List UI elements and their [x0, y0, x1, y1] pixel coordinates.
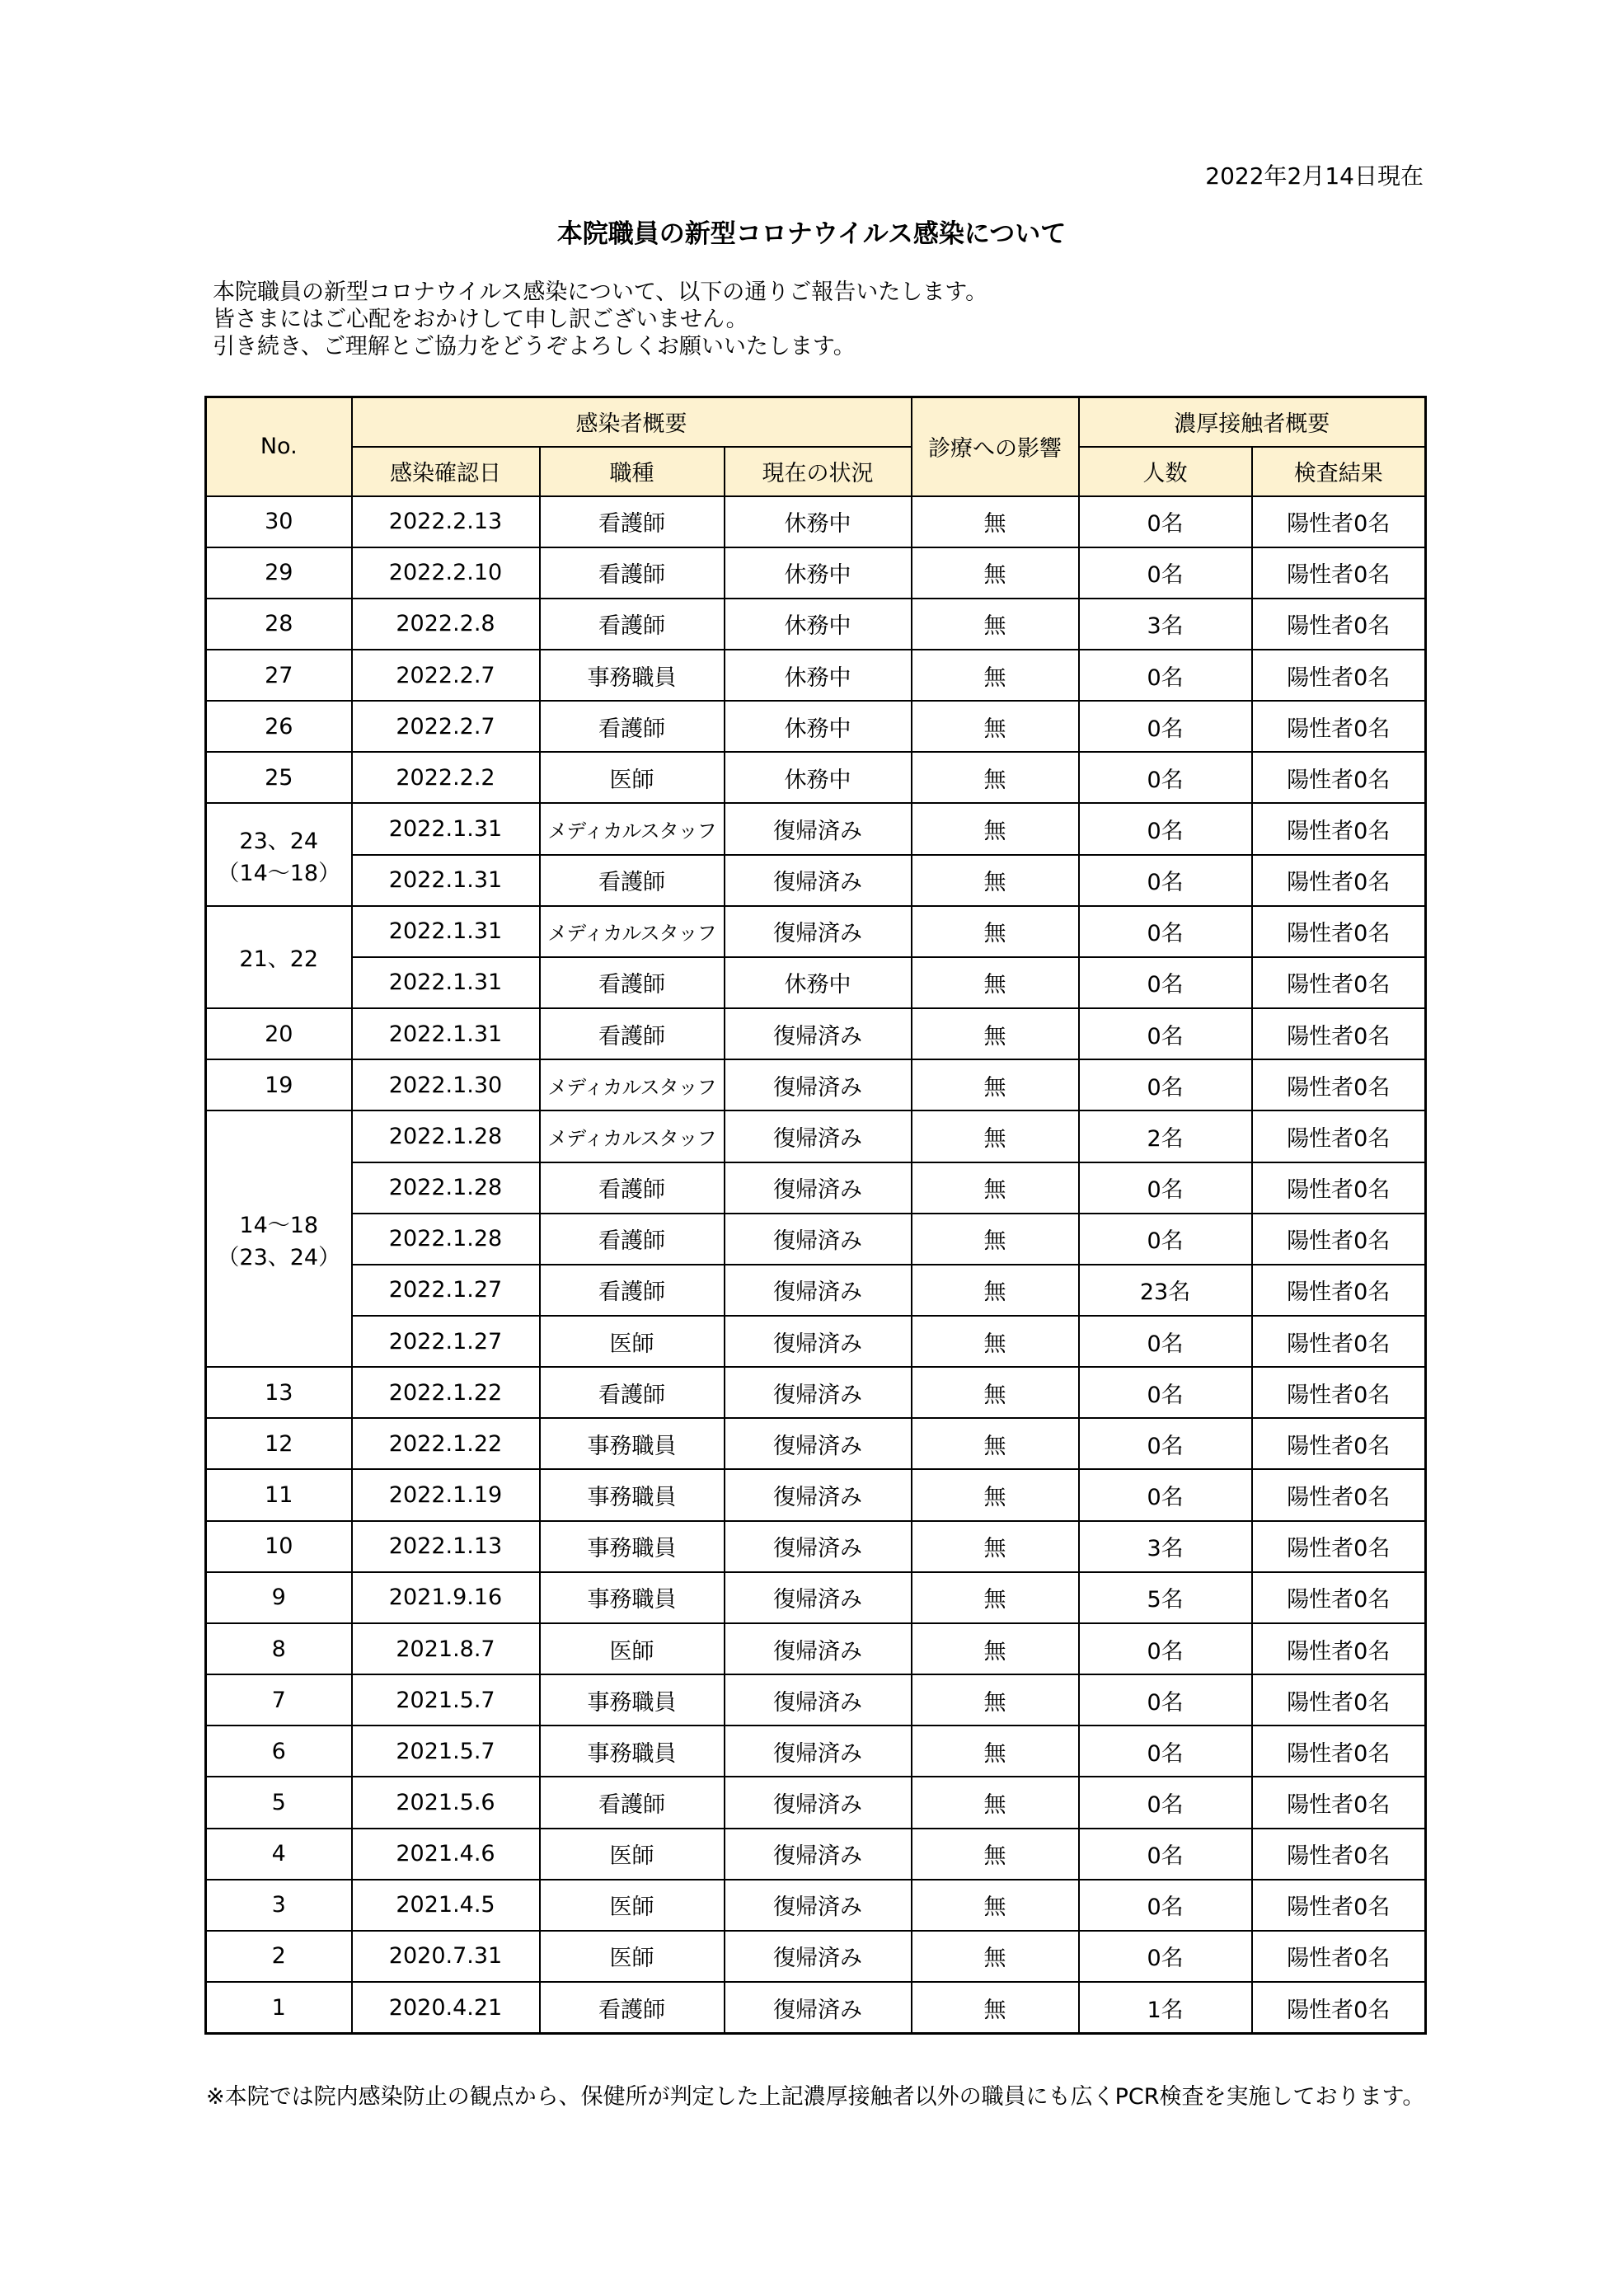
table-row: [206, 1265, 1426, 1316]
cell-result: 陽性者0名: [1252, 1059, 1426, 1110]
cell-no: [206, 1008, 352, 1059]
cell-no-text: 1: [271, 1994, 286, 2021]
cell-date: 2021.5.7: [352, 1674, 540, 1726]
table-row: [206, 1469, 1426, 1520]
report-date: 2022年2月14日現在: [1205, 162, 1424, 190]
cell-job: 看護師: [540, 496, 725, 547]
cell-no-text: 5: [271, 1789, 286, 1815]
cell-people: 0名: [1079, 1367, 1252, 1418]
table-row: [206, 1316, 1426, 1367]
cell-date: 2022.1.31: [352, 1008, 540, 1059]
cell-no-text: 3: [271, 1892, 286, 1918]
cell-job: 医師: [540, 752, 725, 803]
cell-people: 1名: [1079, 1982, 1252, 2033]
cell-status: 復帰済み: [725, 803, 912, 854]
cell-status: 休務中: [725, 599, 912, 650]
cell-date: 2022.2.10: [352, 547, 540, 599]
cell-impact: 無: [912, 1008, 1079, 1059]
cell-impact: 無: [912, 1726, 1079, 1777]
cell-job: 看護師: [540, 1008, 725, 1059]
cell-job: 看護師: [540, 1367, 725, 1418]
cell-result: 陽性者0名: [1252, 1110, 1426, 1162]
cell-date: 2022.1.27: [352, 1265, 540, 1316]
cell-no-text: 12: [265, 1430, 293, 1457]
cell-people: 0名: [1079, 957, 1252, 1008]
cell-people: 0名: [1079, 1880, 1252, 1931]
cell-result: 陽性者0名: [1252, 599, 1426, 650]
cell-people: 0名: [1079, 1829, 1252, 1880]
cell-impact: 無: [912, 752, 1079, 803]
cell-impact: 無: [912, 496, 1079, 547]
cell-status: 復帰済み: [725, 1418, 912, 1469]
cell-people: 0名: [1079, 1162, 1252, 1214]
cell-date: 2022.2.7: [352, 701, 540, 752]
cell-impact: 無: [912, 1367, 1079, 1418]
cell-impact: 無: [912, 906, 1079, 957]
cell-no-text: 26: [265, 713, 293, 740]
cell-impact: 無: [912, 1265, 1079, 1316]
cell-date: 2022.1.31: [352, 855, 540, 906]
table-row: [206, 547, 1426, 599]
table-row: [206, 1110, 1426, 1162]
cell-job: 事務職員: [540, 650, 725, 701]
cell-job: 事務職員: [540, 1418, 725, 1469]
cell-date: 2022.1.22: [352, 1367, 540, 1418]
cell-no: [206, 650, 352, 701]
table-row: [206, 1880, 1426, 1931]
cell-no-sub: （23、24）: [217, 1244, 341, 1270]
cell-no-text: 13: [265, 1379, 293, 1406]
cell-job: 医師: [540, 1623, 725, 1674]
cell-impact: 無: [912, 1777, 1079, 1828]
cell-no: [206, 1469, 352, 1520]
cell-job: 事務職員: [540, 1726, 725, 1777]
cell-result: 陽性者0名: [1252, 1214, 1426, 1265]
table-row: [206, 1521, 1426, 1572]
cell-people: 0名: [1079, 1623, 1252, 1674]
intro-line: 皆さまにはご心配をおかけして申し訳ございません。: [213, 307, 748, 332]
cell-job: 看護師: [540, 855, 725, 906]
cell-no-text: 8: [271, 1636, 286, 1662]
cell-no-text: 11: [265, 1482, 293, 1509]
cell-people: 0名: [1079, 1931, 1252, 1982]
cell-no: [206, 1110, 352, 1367]
cell-result: 陽性者0名: [1252, 752, 1426, 803]
cell-people: 0名: [1079, 1316, 1252, 1367]
cell-date: 2022.1.13: [352, 1521, 540, 1572]
cell-date: 2021.9.16: [352, 1572, 540, 1623]
table-row: [206, 496, 1426, 547]
cell-status: 復帰済み: [725, 1059, 912, 1110]
cell-job: メディカルスタッフ: [540, 1059, 725, 1110]
cell-impact: 無: [912, 1982, 1079, 2033]
cell-date: 2021.4.5: [352, 1880, 540, 1931]
cell-status: 復帰済み: [725, 1777, 912, 1828]
cell-result: 陽性者0名: [1252, 1265, 1426, 1316]
cell-people: 0名: [1079, 752, 1252, 803]
cell-people: 0名: [1079, 1008, 1252, 1059]
cell-result: 陽性者0名: [1252, 1931, 1426, 1982]
cell-job: 事務職員: [540, 1674, 725, 1726]
cell-date: 2022.1.31: [352, 803, 540, 854]
cell-result: 陽性者0名: [1252, 1469, 1426, 1520]
cell-no: [206, 1931, 352, 1982]
cell-no-text: 29: [265, 560, 293, 586]
cell-status: 復帰済み: [725, 1982, 912, 2033]
cell-no: [206, 1982, 352, 2033]
cell-result: 陽性者0名: [1252, 1162, 1426, 1214]
cell-job: 看護師: [540, 1982, 725, 2033]
cell-people: 0名: [1079, 1777, 1252, 1828]
cell-job: メディカルスタッフ: [540, 803, 725, 854]
table-row: [206, 1418, 1426, 1469]
table-row: [206, 1982, 1426, 2033]
cell-impact: 無: [912, 650, 1079, 701]
cell-people: 0名: [1079, 1469, 1252, 1520]
cell-result: 陽性者0名: [1252, 906, 1426, 957]
cell-impact: 無: [912, 1572, 1079, 1623]
cell-no: [206, 701, 352, 752]
cell-status: 復帰済み: [725, 1623, 912, 1674]
cell-impact: 無: [912, 1162, 1079, 1214]
cell-impact: 無: [912, 1469, 1079, 1520]
table-row: [206, 1572, 1426, 1623]
cell-date: 2022.2.8: [352, 599, 540, 650]
cell-job: 看護師: [540, 1214, 725, 1265]
cell-no-text: 30: [265, 509, 293, 535]
cell-status: 復帰済み: [725, 1521, 912, 1572]
cell-date: 2022.1.22: [352, 1418, 540, 1469]
cell-date: 2021.8.7: [352, 1623, 540, 1674]
header-result: 検査結果: [1252, 447, 1426, 496]
cell-no-text: 23、24: [239, 828, 319, 854]
cell-result: 陽性者0名: [1252, 803, 1426, 854]
table-body: [206, 496, 1426, 2034]
cell-no-text: 4: [271, 1841, 286, 1867]
cell-impact: 無: [912, 701, 1079, 752]
cell-people: 0名: [1079, 855, 1252, 906]
cell-no-text: 10: [265, 1533, 293, 1560]
table-row: [206, 803, 1426, 854]
cell-date: 2022.1.28: [352, 1214, 540, 1265]
cell-result: 陽性者0名: [1252, 1880, 1426, 1931]
cell-people: 0名: [1079, 1059, 1252, 1110]
cell-job: 看護師: [540, 1777, 725, 1828]
table-row: [206, 1931, 1426, 1982]
cell-no-text: 2: [271, 1943, 286, 1970]
cell-status: 復帰済み: [725, 1829, 912, 1880]
cell-result: 陽性者0名: [1252, 855, 1426, 906]
cell-no-text: 20: [265, 1021, 293, 1047]
cell-impact: 無: [912, 1674, 1079, 1726]
cell-result: 陽性者0名: [1252, 1982, 1426, 2033]
cell-status: 復帰済み: [725, 1265, 912, 1316]
cell-impact: 無: [912, 1214, 1079, 1265]
table-row: [206, 1008, 1426, 1059]
table-row: [206, 752, 1426, 803]
cell-date: 2020.7.31: [352, 1931, 540, 1982]
cell-impact: 無: [912, 855, 1079, 906]
table-row: [206, 599, 1426, 650]
header-job: 職種: [540, 447, 725, 496]
cell-people: 2名: [1079, 1110, 1252, 1162]
cell-impact: 無: [912, 803, 1079, 854]
cell-no: [206, 496, 352, 547]
cell-job: メディカルスタッフ: [540, 906, 725, 957]
cell-result: 陽性者0名: [1252, 1674, 1426, 1726]
cell-impact: 無: [912, 1059, 1079, 1110]
cell-people: 3名: [1079, 1521, 1252, 1572]
cell-no-text: 25: [265, 764, 293, 791]
cell-status: 復帰済み: [725, 1162, 912, 1214]
cell-impact: 無: [912, 1418, 1079, 1469]
cell-people: 0名: [1079, 650, 1252, 701]
cell-job: 医師: [540, 1829, 725, 1880]
cell-date: 2022.1.30: [352, 1059, 540, 1110]
cell-people: 5名: [1079, 1572, 1252, 1623]
cell-people: 0名: [1079, 1726, 1252, 1777]
cell-job: 看護師: [540, 1162, 725, 1214]
header-contact: 濃厚接触者概要: [1079, 397, 1426, 447]
table-row: [206, 1674, 1426, 1726]
cell-no: [206, 906, 352, 1008]
cell-no: [206, 1059, 352, 1110]
cell-result: 陽性者0名: [1252, 1316, 1426, 1367]
cell-people: 0名: [1079, 496, 1252, 547]
cell-date: 2022.1.28: [352, 1162, 540, 1214]
cell-no-text: 7: [271, 1687, 286, 1713]
cell-no-text: 19: [265, 1072, 293, 1098]
table-row: [206, 701, 1426, 752]
table-row: [206, 957, 1426, 1008]
cell-no: [206, 1880, 352, 1931]
cell-job: 事務職員: [540, 1572, 725, 1623]
cell-job: 事務職員: [540, 1469, 725, 1520]
cell-result: 陽性者0名: [1252, 1623, 1426, 1674]
cell-status: 復帰済み: [725, 1726, 912, 1777]
cell-people: 0名: [1079, 1674, 1252, 1726]
cell-no: [206, 752, 352, 803]
cell-result: 陽性者0名: [1252, 1008, 1426, 1059]
cell-result: 陽性者0名: [1252, 1777, 1426, 1828]
cell-date: 2022.1.28: [352, 1110, 540, 1162]
cell-impact: 無: [912, 1521, 1079, 1572]
cell-status: 復帰済み: [725, 1214, 912, 1265]
cell-job: 看護師: [540, 957, 725, 1008]
table-row: [206, 1214, 1426, 1265]
cell-job: 看護師: [540, 547, 725, 599]
cell-status: 復帰済み: [725, 1367, 912, 1418]
cell-no-text: 9: [271, 1585, 286, 1611]
cell-job: 医師: [540, 1316, 725, 1367]
cell-date: 2022.1.27: [352, 1316, 540, 1367]
cell-people: 0名: [1079, 906, 1252, 957]
cell-impact: 無: [912, 957, 1079, 1008]
cell-impact: 無: [912, 1931, 1079, 1982]
cell-date: 2022.2.13: [352, 496, 540, 547]
cell-no: [206, 547, 352, 599]
cell-impact: 無: [912, 1623, 1079, 1674]
cell-result: 陽性者0名: [1252, 1521, 1426, 1572]
cell-result: 陽性者0名: [1252, 1572, 1426, 1623]
cell-result: 陽性者0名: [1252, 1367, 1426, 1418]
cell-date: 2022.1.19: [352, 1469, 540, 1520]
cell-result: 陽性者0名: [1252, 1418, 1426, 1469]
cell-status: 休務中: [725, 496, 912, 547]
cell-people: 0名: [1079, 1418, 1252, 1469]
cell-impact: 無: [912, 547, 1079, 599]
cell-status: 復帰済み: [725, 855, 912, 906]
cell-date: 2022.2.7: [352, 650, 540, 701]
cell-status: 休務中: [725, 752, 912, 803]
cell-no-text: 14～18: [239, 1212, 319, 1238]
cell-status: 復帰済み: [725, 906, 912, 957]
cell-job: 看護師: [540, 1265, 725, 1316]
cell-result: 陽性者0名: [1252, 957, 1426, 1008]
cell-people: 3名: [1079, 599, 1252, 650]
cell-job: 看護師: [540, 701, 725, 752]
table-row: [206, 1829, 1426, 1880]
cell-status: 復帰済み: [725, 1674, 912, 1726]
table-row: [206, 1623, 1426, 1674]
cell-impact: 無: [912, 1880, 1079, 1931]
cell-job: 事務職員: [540, 1521, 725, 1572]
cell-status: 休務中: [725, 957, 912, 1008]
cell-no-text: 27: [265, 662, 293, 688]
table-row: [206, 906, 1426, 957]
table-row: [206, 1726, 1426, 1777]
cell-result: 陽性者0名: [1252, 547, 1426, 599]
cell-date: 2022.2.2: [352, 752, 540, 803]
table-row: [206, 1367, 1426, 1418]
header-status: 現在の状況: [725, 447, 912, 496]
table-row: [206, 1777, 1426, 1828]
cell-people: 0名: [1079, 803, 1252, 854]
cell-status: 休務中: [725, 547, 912, 599]
cell-job: 医師: [540, 1880, 725, 1931]
cell-job: メディカルスタッフ: [540, 1110, 725, 1162]
cell-date: 2022.1.31: [352, 957, 540, 1008]
cell-no: [206, 1572, 352, 1623]
cell-no: [206, 599, 352, 650]
cell-result: 陽性者0名: [1252, 1726, 1426, 1777]
cell-no: [206, 803, 352, 905]
table-row: [206, 1059, 1426, 1110]
cell-result: 陽性者0名: [1252, 650, 1426, 701]
header-no: No.: [206, 397, 352, 496]
cell-people: 0名: [1079, 547, 1252, 599]
cell-job: 医師: [540, 1931, 725, 1982]
cell-no-sub: （14～18）: [217, 860, 341, 886]
cell-impact: 無: [912, 1829, 1079, 1880]
cell-status: 復帰済み: [725, 1931, 912, 1982]
cell-no: [206, 1367, 352, 1418]
cell-status: 復帰済み: [725, 1880, 912, 1931]
cell-status: 復帰済み: [725, 1572, 912, 1623]
cell-impact: 無: [912, 1316, 1079, 1367]
cell-no-text: 21、22: [239, 946, 319, 973]
cell-people: 0名: [1079, 1214, 1252, 1265]
intro-text: [213, 279, 987, 360]
cell-no: [206, 1418, 352, 1469]
cell-status: 復帰済み: [725, 1469, 912, 1520]
header-people: 人数: [1079, 447, 1252, 496]
cell-no: [206, 1674, 352, 1726]
cell-no-text: 28: [265, 611, 293, 637]
cell-date: 2021.5.7: [352, 1726, 540, 1777]
cell-status: 休務中: [725, 701, 912, 752]
cell-status: 休務中: [725, 650, 912, 701]
intro-line: 本院職員の新型コロナウイルス感染について、以下の通りご報告いたします。: [213, 279, 988, 305]
table-row: [206, 855, 1426, 906]
cell-no: [206, 1521, 352, 1572]
cell-result: 陽性者0名: [1252, 1829, 1426, 1880]
cell-impact: 無: [912, 599, 1079, 650]
cell-people: 23名: [1079, 1265, 1252, 1316]
header-date: 感染確認日: [352, 447, 540, 496]
cell-result: 陽性者0名: [1252, 496, 1426, 547]
cell-people: 0名: [1079, 701, 1252, 752]
cell-job: 看護師: [540, 599, 725, 650]
cell-impact: 無: [912, 1110, 1079, 1162]
cell-status: 復帰済み: [725, 1008, 912, 1059]
header-impact: 診療への影響: [912, 397, 1079, 496]
cell-no: [206, 1829, 352, 1880]
infection-table: [204, 396, 1427, 2035]
cell-date: 2022.1.31: [352, 906, 540, 957]
cell-no: [206, 1623, 352, 1674]
cell-no: [206, 1726, 352, 1777]
cell-date: 2021.5.6: [352, 1777, 540, 1828]
cell-status: 復帰済み: [725, 1316, 912, 1367]
cell-date: 2021.4.6: [352, 1829, 540, 1880]
table-row: [206, 650, 1426, 701]
cell-result: 陽性者0名: [1252, 701, 1426, 752]
cell-no-text: 6: [271, 1738, 286, 1764]
page-title: 本院職員の新型コロナウイルス感染について: [556, 219, 1067, 249]
cell-no: [206, 1777, 352, 1828]
cell-status: 復帰済み: [725, 1110, 912, 1162]
footnote: ※本院では院内感染防止の観点から、保健所が判定した上記濃厚接触者以外の職員にも広くPCR検査を実施しております。: [206, 2084, 1425, 2110]
cell-date: 2020.4.21: [352, 1982, 540, 2033]
table-row: [206, 1162, 1426, 1214]
intro-line: 引き続き、ご理解とご協力をどうぞよろしくお願いいたします。: [213, 334, 856, 359]
header-summary: 感染者概要: [352, 397, 912, 447]
